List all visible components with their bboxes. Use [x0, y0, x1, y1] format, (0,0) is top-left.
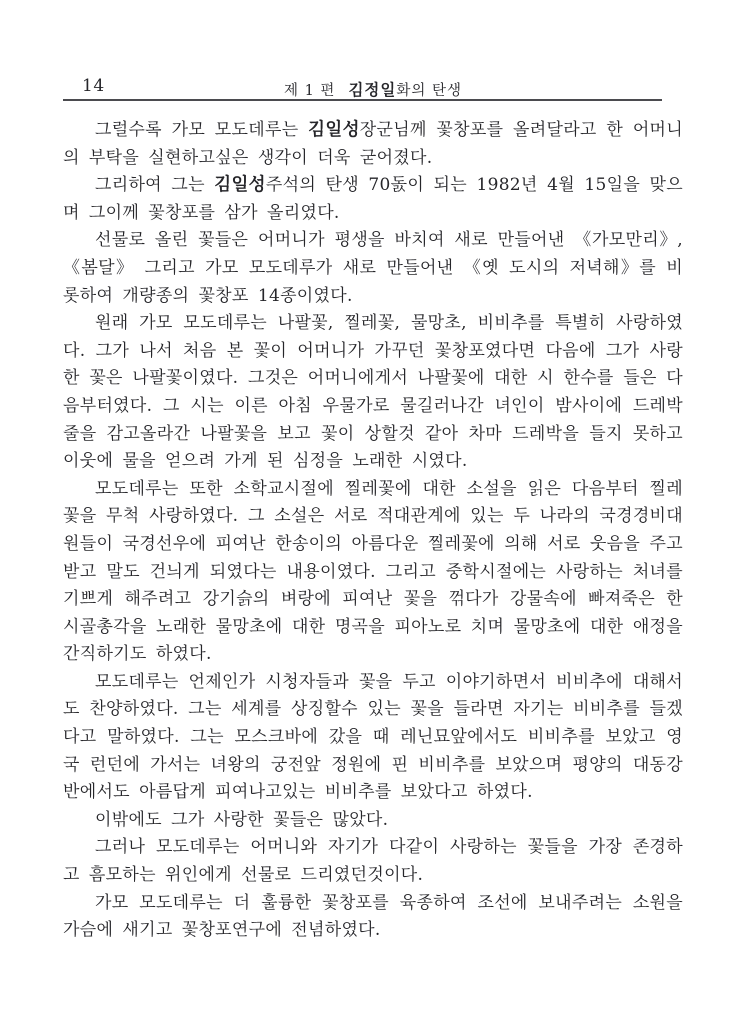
chapter-title-rest: 화의 탄생: [396, 83, 463, 99]
chapter-title-bold: 김정일: [348, 80, 397, 99]
paragraph: [63, 310, 683, 476]
paragraph-text: 원래 가모 모도데루는 나팔꽃, 찔레꽃, 물망초, 비비추를 특별히 사랑하였다. 그가 나서 처음 본 꽃이 어머니가 가꾸던 꽃창포였다면 다음에 그가 사랑한 꽃은 나팔꽃이였다. 그것은 어머니에게서 나팔꽃에 대한 시 한수를 들은 다음부터였다. 그 시는 이른 아침 우물가로 물길러나간 녀인이 밤사이에 드레박줄을 감고올라간 나팔꽃을 보고 꽃이 상할것 같아 차마 드레박을 들지 못하고 이웃에 물을 얻으려 가게 된 심정을 노래한 시였다.: [63, 313, 683, 472]
paragraph-text: 모도데루는 언제인가 시청자들과 꽃을 두고 이야기하면서 비비추에 대해서도 찬양하였다. 그는 세계를 상징할수 있는 꽃을 들라면 자기는 비비추를 들겠다고 말하였다. 그는 모스크바에 갔을 때 레닌묘앞에서도 비비추를 보았고 영국 런던에 가서는 녀왕의 궁전앞 정원에 핀 비비추를 보았으며 평양의 대동강반에서도 아름답게 피여나고있는 비비추를 보았다고 하였다.: [63, 671, 683, 803]
paragraph: [63, 890, 683, 945]
paragraph-text: 주석의 탄생 70돐이 되는 1982년 4월 15일을 맞으며 그이께 꽃창포를 삼가 올리였다.: [63, 175, 683, 223]
paragraph: [63, 476, 683, 669]
chapter-title: [348, 80, 463, 99]
paragraph-text: 그러나 모도데루는 어머니와 자기가 다같이 사랑하는 꽃들을 가장 존경하고 흠모하는 위인에게 선물로 드리였던것이다.: [63, 837, 683, 886]
chapter-prefix: 제 1 편: [283, 83, 336, 99]
body-text: [63, 117, 683, 945]
paragraph-text: 모도데루는 또한 소학교시절에 찔레꽃에 대한 소설을 읽은 다음부터 찔레꽃을 무척 사랑하였다. 그 소설은 서로 적대관계에 있는 두 나라의 국경경비대원들이 국경선우에 피여난 한송이의 아름다운 찔레꽃에 의해 서로 웃음을 주고받고 말도 건늬게 되였다는 내용이였다. 그리고 중학시절에는 사랑하는 처녀를 기쁘게 해주려고 강기슭의 벼랑에 피여난 꽃을 꺾다가 강물속에 빠져죽은 한 시골총각을 노래한 물망초에 대한 명곡을 피아노로 치며 물망초에 대한 애정을 간직하기도 하였다.: [63, 478, 683, 665]
paragraph: [63, 172, 683, 227]
paragraph: [63, 117, 683, 172]
paragraph-text: 그리하여 그는: [95, 175, 215, 196]
chapter-heading: [63, 78, 683, 100]
page-number: 14: [82, 76, 105, 96]
paragraph-text: 가모 모도데루는 더 훌륭한 꽃창포를 육종하여 조선에 보내주려는 소원을 가슴에 새기고 꽃창포연구에 전념하였다.: [63, 892, 683, 941]
paragraph: [63, 669, 683, 807]
leader-name-bold: 김일성: [214, 175, 266, 196]
paragraph-text: 장군님께 꽃창포를 올려달라고 한 어머니의 부탁을 실현하고싶은 생각이 더욱 굳어졌다.: [63, 120, 683, 168]
paragraph-text: 이밖에도 그가 사랑한 꽃들은 많았다.: [95, 809, 389, 830]
paragraph: [63, 807, 683, 835]
paragraph: [63, 834, 683, 889]
paragraph-text: 선물로 올린 꽃들은 어머니가 평생을 바치여 새로 만들어낸 《가모만리》, 《봄달》 그리고 가모 모도데루가 새로 만들어낸 《옛 도시의 저녁해》를 비롯하여 개량종의 꽃창포 14종이였다.: [63, 230, 683, 306]
paragraph: [63, 227, 683, 310]
paragraph-text: 그럴수록 가모 모도데루는: [95, 120, 309, 140]
leader-name-bold: 김일성: [308, 120, 360, 140]
header-rule: [63, 99, 662, 101]
